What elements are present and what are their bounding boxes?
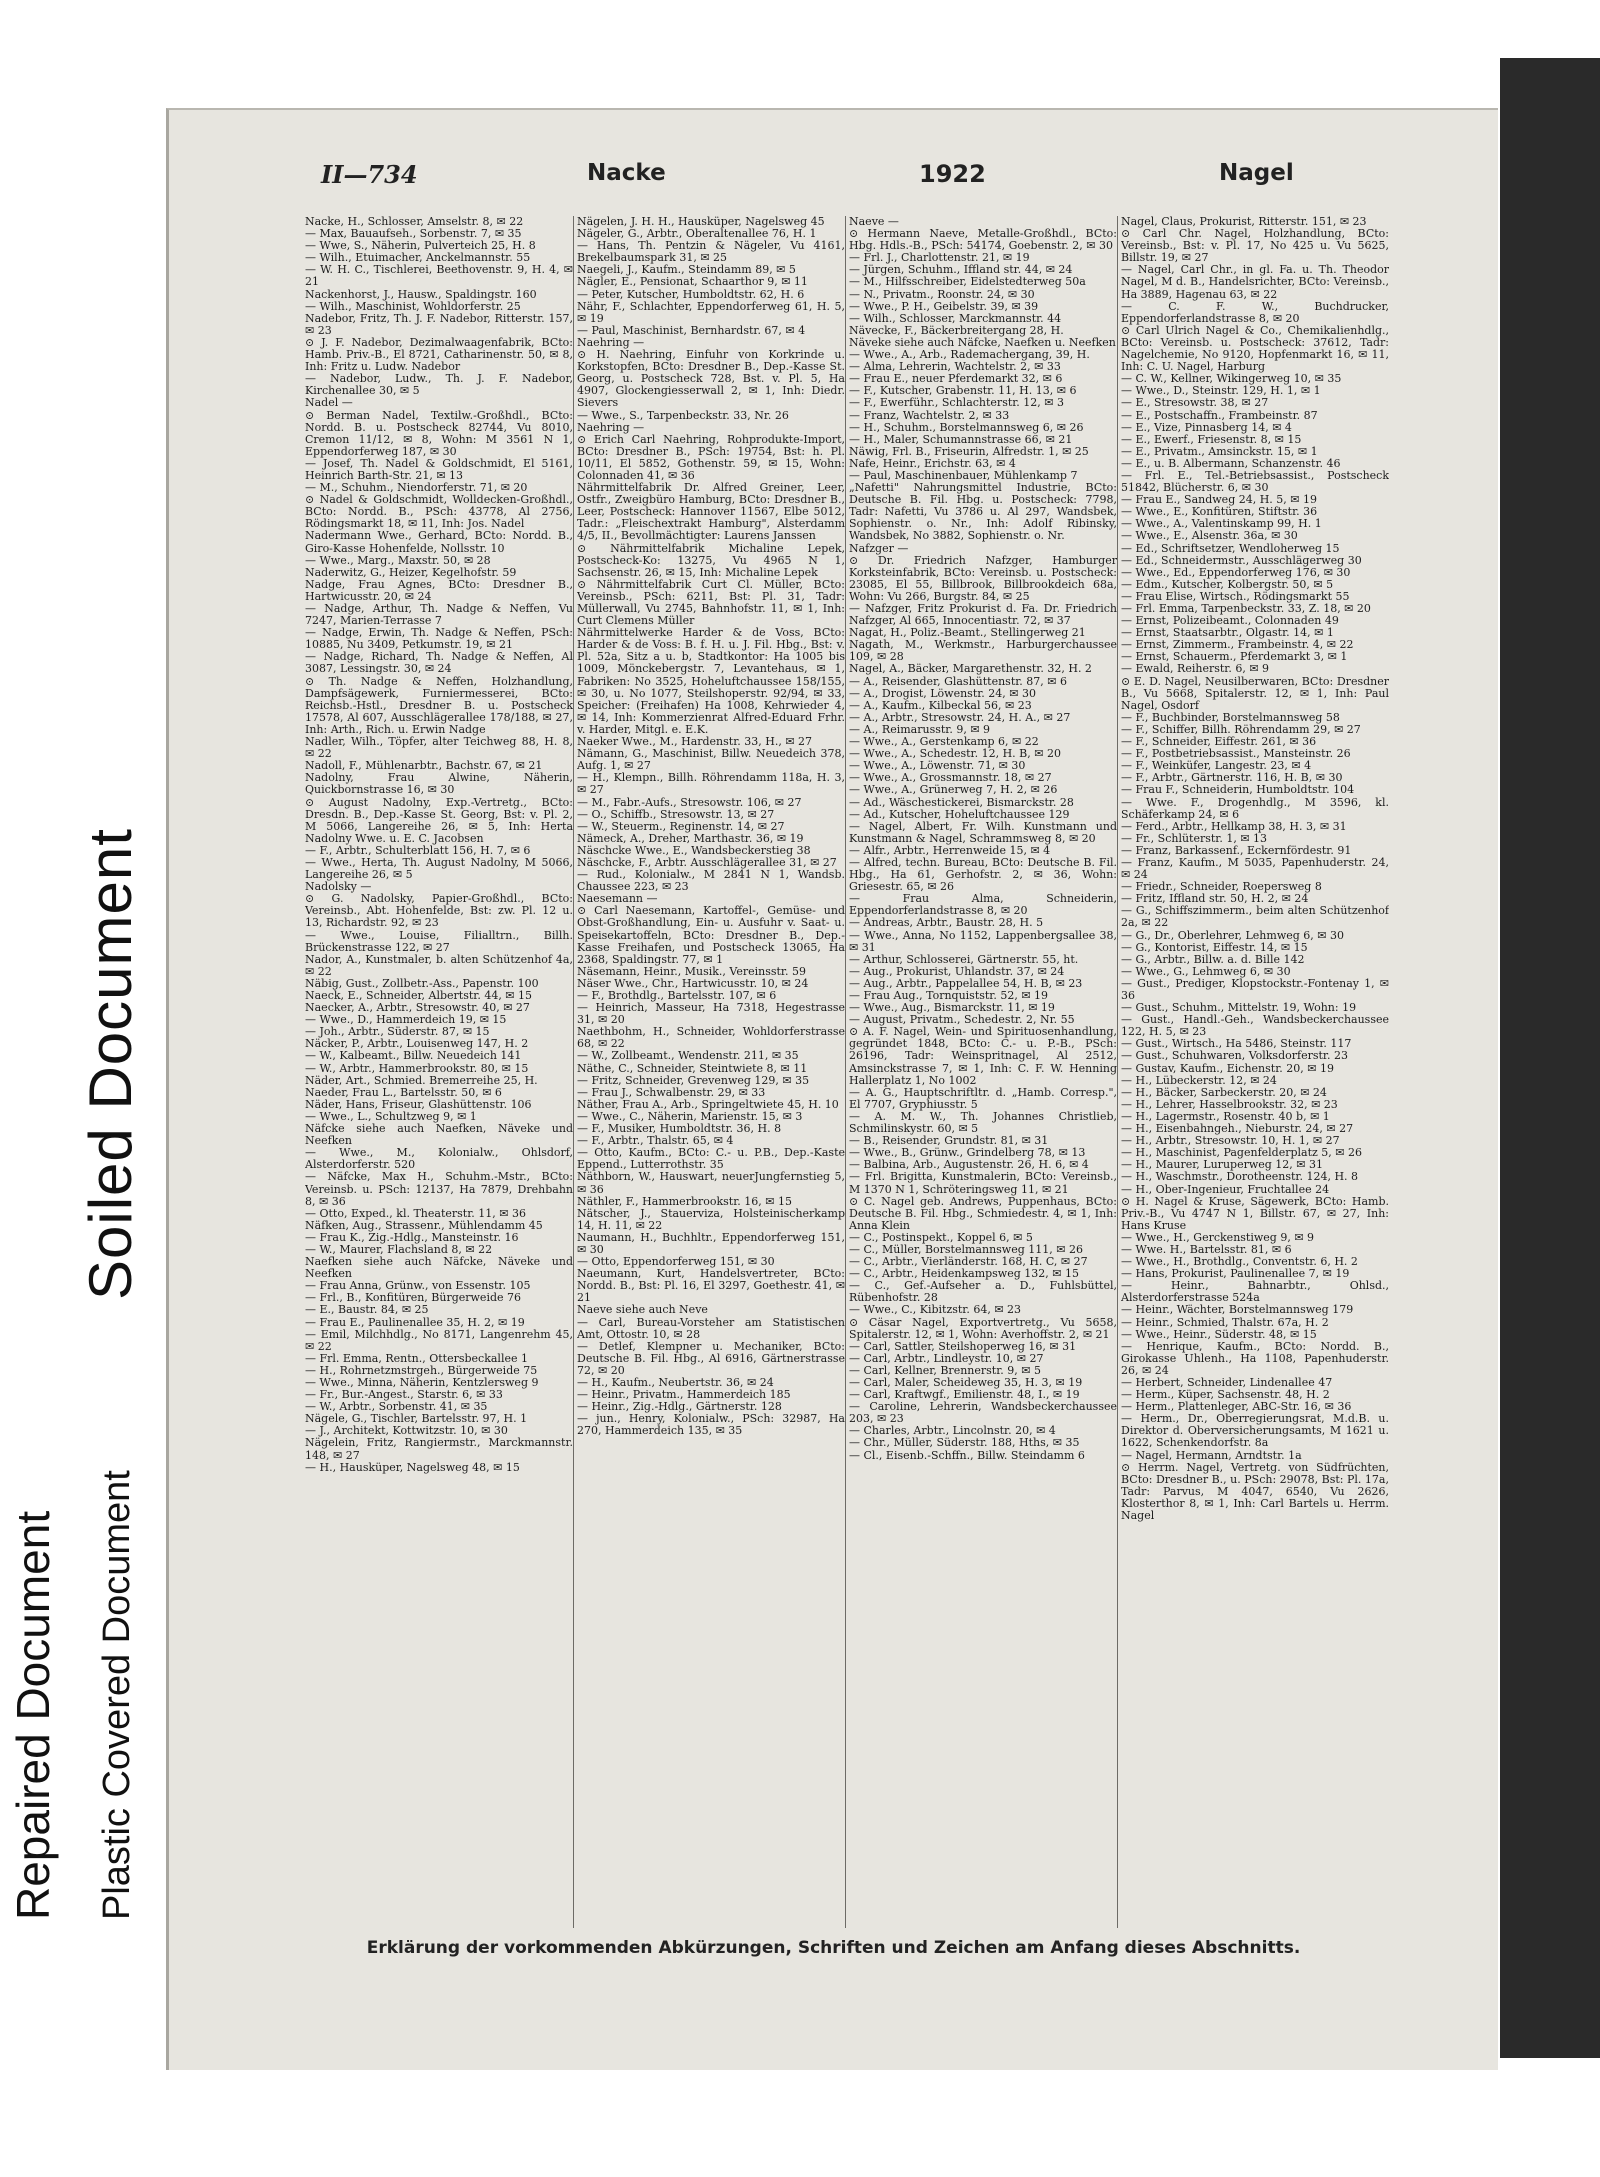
directory-entry: Nävecke, F., Bäckerbreitergang 28, H. (849, 323, 1064, 337)
directory-entry: — Peter, Kutscher, Humboldtstr. 62, H. 6 (577, 287, 805, 301)
directory-entry: — Friedr., Schneider, Roepersweg 8 (1121, 880, 1322, 894)
directory-entry: — H., Kaufm., Neubertstr. 36, ✉ 24 (577, 1376, 774, 1389)
directory-entry: Nadel — (305, 396, 353, 410)
directory-entry: Nadler, Wilh., Töpfer, alter Teichweg 88, H. 8, ✉ 22 (305, 735, 573, 761)
directory-entry: Nadolny, Frau Alwine, Näherin, Quickbornstrasse 16, ✉ 30 (305, 771, 573, 797)
directory-entry: — Wwe., A., Grossmannstr. 18, ✉ 27 (849, 771, 1052, 785)
directory-entry: — Chr., Müller, Süderstr. 188, Hths, ✉ 35 (849, 1436, 1080, 1450)
directory-entry: Näschcke Wwe., E., Wandsbeckerstieg 38 (577, 843, 811, 857)
column-3 (849, 216, 1117, 1928)
directory-entry: — Carl, Bureau-Vorsteher am Statistischen Amt, Ottostr. 10, ✉ 28 (577, 1315, 845, 1341)
directory-entry: — Frau J., Schwalbenstr. 29, ✉ 33 (577, 1085, 766, 1099)
directory-entry: — Fr., Schlüterstr. 1, ✉ 13 (1121, 831, 1268, 845)
directory-entry: ⊙ Nadel & Goldschmidt, Wolldecken-Großhdl., BCto: Nordd. B., PSch: 43778, Al 2756, Rödingsmarkt 18, ✉ 11, Inh: Jos. Nadel (305, 493, 573, 531)
directory-entry: Nadoll, F., Mühlenarbtr., Bachstr. 67, ✉ 21 (305, 759, 543, 773)
directory-entry: ⊙ Carl Ulrich Nagel & Co., Chemikalienhdlg., BCto: Vereinsb. u. Postscheck: 37612, Tadr: Nagelchemie, No 9120, Hopfenmarkt 16, ✉ 11, Inh: C. U. Nagel, Harburg (1121, 323, 1389, 374)
directory-entry: Näthler, F., Hammerbrookstr. 16, ✉ 15 (577, 1194, 792, 1208)
directory-entry: — M., Fabr.-Aufs., Stresowstr. 106, ✉ 27 (577, 795, 802, 809)
directory-entry: — F., Brothdlg., Bartelsstr. 107, ✉ 6 (577, 989, 777, 1002)
directory-entry: — Balbina, Arb., Augustenstr. 26, H. 6, ✉ 4 (849, 1158, 1089, 1172)
directory-entry: — Frl. Brigitta, Kunstmalerin, BCto: Vereinsb., M 1370 N 1, Schröteringsweg 11, ✉ 21 (849, 1170, 1117, 1196)
directory-entry: — F., Musiker, Humboldtstr. 36, H. 8 (577, 1122, 782, 1136)
directory-entry: — Wwe., C., Kibitzstr. 64, ✉ 23 (849, 1303, 1022, 1317)
directory-entry: — Wwe., H., Gerckenstiweg 9, ✉ 9 (1121, 1230, 1315, 1244)
directory-entry: Nadebor, Fritz, Th. J. F. Nadebor, Ritterstr. 157, ✉ 23 (305, 311, 573, 337)
directory-entry: — Wwe., P. H., Geibelstr. 39, ✉ 39 (849, 299, 1039, 313)
directory-entry: — Gust., Schuhm., Mittelstr. 19, Wohn: 19 (1121, 1001, 1357, 1015)
directory-entry: Nägele, G., Tischler, Bartelsstr. 97, H. 1 (305, 1412, 528, 1426)
directory-entry: — Wwe. F., Drogenhdlg., M 3596, kl. Schäferkamp 24, ✉ 6 (1121, 795, 1389, 821)
directory-entry: Nährmittelfabrik Dr. Alfred Greiner, Leer, Ostfr., Zweigbüro Hamburg, BCto: Dresdner B., Leer, Postscheck: Hannover 11567, Elbe 5012, Tadr.: „Fleischextrakt Hamburg", Alsterdamm 4/5, II., Bevollmächtigter: Laurens Janssen (577, 481, 845, 543)
directory-entry: — Heinr., Privatm., Hammerdeich 185 (577, 1388, 791, 1402)
directory-entry: — Carl, Maler, Scheideweg 35, H. 3, ✉ 19 (849, 1376, 1083, 1389)
directory-entry: — Otto, Exped., kl. Theaterstr. 11, ✉ 36 (305, 1206, 526, 1220)
directory-entry: — Wwe., D., Steinstr. 129, H. 1, ✉ 1 (1121, 384, 1321, 398)
page-number: II—734 (321, 160, 418, 189)
directory-page (166, 108, 1498, 2070)
directory-entry: — Herm., Plattenleger, ABC-Str. 16, ✉ 36 (1121, 1400, 1352, 1414)
directory-entry: — F., Arbtr., Thalstr. 65, ✉ 4 (577, 1134, 734, 1148)
directory-entry: — F., Schiffer, Billh. Röhrendamm 29, ✉ 27 (1121, 722, 1361, 736)
directory-entry: — Arthur, Schlosserei, Gärtnerstr. 55, ht. (849, 952, 1079, 966)
directory-entry: — Ewald, Reiherstr. 6, ✉ 9 (1121, 662, 1270, 676)
directory-entry: — Frau E., Paulinenallee 35, H. 2, ✉ 19 (305, 1315, 525, 1329)
directory-entry: Nafzger — (849, 541, 909, 555)
directory-entry: — C. F. W., Buchdrucker, Eppendorferlandstrasse 8, ✉ 20 (1121, 299, 1389, 325)
directory-entry: — H., Hausküper, Nagelsweg 48, ✉ 15 (305, 1460, 520, 1474)
directory-entry: — C., Postinspekt., Koppel 6, ✉ 5 (849, 1230, 1033, 1244)
directory-entry: — A., Reisender, Glashüttenstr. 87, ✉ 6 (849, 674, 1067, 688)
directory-entry: — Wwe., M., Kolonialw., Ohlsdorf, Alsterdorferstr. 520 (305, 1146, 573, 1172)
directory-entry: Naeumann, Kurt, Handelsvertreter, BCto: Nordd. B., Bst: Pl. 16, El 3297, Goethestr. 41, ✉ 21 (577, 1267, 845, 1305)
directory-entry: Nagel, A., Bäcker, Margarethenstr. 32, H. 2 (849, 662, 1092, 676)
directory-entry: — Nadge, Arthur, Th. Nadge & Neffen, Vu 7247, Marien-Terrasse 7 (305, 602, 573, 628)
directory-entry: — Alfred, techn. Bureau, BCto: Deutsche B. Fil. Hbg., Ha 61, Gerhofstr. 2, ✉ 36, Wohn: Griesestr. 65, ✉ 26 (849, 855, 1117, 894)
directory-entry: — Carl, Kraftwgf., Emilienstr. 48, I., ✉ 19 (849, 1388, 1080, 1402)
directory-entry: — Frau E., Sandweg 24, H. 5, ✉ 19 (1121, 493, 1318, 507)
directory-entry: — H., Klempn., Billh. Röhrendamm 118a, H. 3, ✉ 27 (577, 771, 845, 797)
directory-entry: Nacke, H., Schlosser, Amselstr. 8, ✉ 22 (305, 216, 524, 228)
directory-entry: — Fr., Bur.-Angest., Starstr. 6, ✉ 33 (305, 1388, 503, 1402)
directory-entry: — G., Schiffszimmerm., beim alten Schützenhof 2a, ✉ 22 (1121, 904, 1389, 930)
column-1 (305, 216, 573, 1928)
directory-entry: — Wwe., G., Lehmweg 6, ✉ 30 (1121, 964, 1291, 978)
directory-entry: — F., Arbtr., Gärtnerstr. 116, H. B, ✉ 30 (1121, 771, 1343, 785)
directory-entry: — Heinr., Wächter, Borstelmannsweg 179 (1121, 1303, 1354, 1317)
directory-entry: — C. W., Kellner, Wikingerweg 10, ✉ 35 (1121, 372, 1342, 386)
directory-entry: Näbig, Gust., Zollbetr.-Ass., Papenstr. 100 (305, 976, 539, 990)
directory-entry: Näthborn, W., Hauswart, neuerJungfernstieg 5, ✉ 36 (577, 1170, 845, 1196)
directory-entry: — F., Ewerführ., Schlachterstr. 12, ✉ 3 (849, 396, 1064, 410)
directory-entry: — A., Kaufm., Kilbeckal 56, ✉ 23 (849, 698, 1032, 712)
page-header (169, 110, 1498, 200)
directory-entry: Naeder, Frau L., Bartelsstr. 50, ✉ 6 (305, 1085, 502, 1099)
directory-entry: — W., Maurer, Flachsland 8, ✉ 22 (305, 1242, 493, 1256)
directory-entry: — W. H. C., Tischlerei, Beethovenstr. 9, H. 4, ✉ 21 (305, 263, 573, 289)
directory-entry: — Wwe., A., Schedestr. 12, H. B, ✉ 20 (849, 747, 1061, 761)
directory-entry: — Wwe., Ed., Eppendorferweg 176, ✉ 30 (1121, 565, 1351, 579)
directory-entry: — Heinrich, Masseur, Ha 7318, Hegestrasse 31, ✉ 20 (577, 1001, 845, 1027)
directory-entry: — Wwe., D., Hammerdeich 19, ✉ 15 (305, 1013, 507, 1027)
directory-entry: — N., Privatm., Roonstr. 24, ✉ 30 (849, 287, 1035, 301)
directory-entry: — Nagel, Hermann, Arndtstr. 1a (1121, 1448, 1302, 1462)
directory-columns (305, 216, 1389, 1928)
directory-entry: ⊙ E. D. Nagel, Neusilberwaren, BCto: Dresdner B., Vu 5668, Spitalerstr. 12, ✉ 1, Inh: Paul Nagel, Osdorf (1121, 674, 1389, 712)
directory-entry: — Andreas, Arbtr., Baustr. 28, H. 5 (849, 916, 1044, 930)
directory-entry: — H., Rohrnetzmstrgeh., Bürgerweide 75 (305, 1363, 538, 1377)
directory-entry: — Ad., Wäschestickerei, Bismarckstr. 28 (849, 795, 1074, 809)
directory-entry: Nährmittelwerke Harder & de Voss, BCto: Harder & de Voss: B. f. H. u. J. Fil. Hbg., Bst: v. Pl. 52a, Sitz a u. b, Stadtkontor: Ha 1005 bis 1009, Mönckebergstr. 7, Levantehaus, ✉ 1, Fabriken: No 3525, Hoheluftchaussee 158/155, ✉ 30, u. No 1077, Steilshoperstr. 92/94, ✉ 33, Speicher: (Freihafen) Ha 1008, Kehrwieder 4, ✉ 14, Inh: Kommerzienrat Alfred-Eduard Frhr. v. Harder, Mitgl. e. E.K. (577, 626, 845, 736)
directory-entry: — E., Stresowstr. 38, ✉ 27 (1121, 396, 1269, 410)
directory-entry: — H., Maler, Schumannstrasse 66, ✉ 21 (849, 432, 1073, 446)
directory-entry: — Frau F., Schneiderin, Humboldtstr. 104 (1121, 783, 1355, 797)
directory-entry: — Nagel, Albert, Fr. Wilh. Kunstmann und Kunstmann & Nagel, Schrammsweg 8, ✉ 20 (849, 819, 1117, 845)
directory-entry: Nähr, F., Schlachter, Eppendorferweg 61, H. 5, ✉ 19 (577, 299, 845, 325)
directory-entry: Nadermann Wwe., Gerhard, BCto: Nordd. B., Giro-Kasse Hohenfelde, Nollsstr. 10 (305, 529, 573, 555)
directory-entry: Naderwitz, G., Heizer, Kegelhofstr. 59 (305, 565, 517, 579)
directory-entry: ⊙ H. Naehring, Einfuhr von Korkrinde u. Korkstopfen, BCto: Dresdner B., Dep.-Kasse St. Georg, u. Postscheck 728, Bst. v. Pl. 5, Ha 4907, Glockengiesserwall 2, ✉ 1, Inh: Diedr. Sievers (577, 348, 845, 410)
directory-entry: ⊙ J. F. Nadebor, Dezimalwaagenfabrik, BCto: Hamb. Priv.-B., El 8721, Catharinenstr. 50, ✉ 8, Inh: Fritz u. Ludw. Nadebor (305, 335, 573, 374)
directory-entry: — Heinr., Schmied, Thalstr. 67a, H. 2 (1121, 1315, 1329, 1329)
directory-entry: — E., Postschaffn., Frambeinstr. 87 (1121, 408, 1318, 422)
column-2 (577, 216, 845, 1928)
directory-entry: — J., Architekt, Kottwitzstr. 10, ✉ 30 (305, 1424, 508, 1438)
directory-entry: — Fritz, Schneider, Grevenweg 129, ✉ 35 (577, 1073, 810, 1087)
directory-entry: Näfcke siehe auch Naefken, Näveke und Neefken (305, 1122, 573, 1148)
directory-entry: — H., Lübeckerstr. 12, ✉ 24 (1121, 1073, 1277, 1087)
directory-entry: Näthe, C., Schneider, Steintwiete 8, ✉ 11 (577, 1061, 808, 1075)
directory-entry: Naehring — (577, 335, 645, 349)
directory-entry: ⊙ Nährmittelfabrik Curt Cl. Müller, BCto: Vereinsb., PSch: 6211, Bst: Pl. 31, Tadr: Müllerwall, Vu 2745, Bahnhofstr. 11, ✉ 1, Inh: Curt Clemens Müller (577, 577, 845, 628)
directory-entry: — H., Ober-Ingenieur, Fruchtallee 24 (1121, 1182, 1330, 1196)
directory-entry: — H., Waschmstr., Dorotheenstr. 124, H. 8 (1121, 1170, 1359, 1184)
directory-entry: Naesemann — (577, 892, 658, 906)
directory-entry: ⊙ A. F. Nagel, Wein- und Spirituosenhandlung, gegründet 1848, BCto: C.- u. P.-B., PSch: 26196, Tadr: Weinspritnagel, Al 2512, Amsinckstrasse 7, ✉ 1, Inh: C. F. W. Henning Hallerplatz 1, No 1002 (849, 1025, 1117, 1087)
directory-entry: — Heinr., Bahnarbtr., Ohlsd., Alsterdorferstrasse 524a (1121, 1279, 1389, 1305)
directory-entry: — A. G., Hauptschriftltr. d. „Hamb. Corresp.", El 7707, Gryphiusstr. 5 (849, 1085, 1117, 1111)
directory-entry: ⊙ H. Nagel & Kruse, Sägewerk, BCto: Hamb. Priv.-B., Vu 4747 N 1, Billstr. 67, ✉ 27, Inh: Hans Kruse (1121, 1194, 1389, 1232)
directory-entry: — Herbert, Schneider, Lindenallee 47 (1121, 1376, 1333, 1389)
directory-entry: Näsemann, Heinr., Musik., Vereinsstr. 59 (577, 964, 806, 978)
directory-entry: — Max, Bauaufseh., Sorbenstr. 7, ✉ 35 (305, 227, 522, 241)
directory-entry: — Frl., B., Konfitüren, Bürgerweide 76 (305, 1291, 522, 1305)
directory-entry: — H., Maurer, Luruperweg 12, ✉ 31 (1121, 1158, 1324, 1172)
directory-entry: ⊙ Hermann Naeve, Metalle-Großhdl., BCto: Hbg. Hdls.-B., PSch: 54174, Goebenstr. 2, ✉ 30 (849, 227, 1117, 253)
directory-entry: — O., Schiffb., Stresowstr. 13, ✉ 27 (577, 807, 775, 821)
directory-entry: ⊙ Herrm. Nagel, Vertretg. von Südfrüchten, BCto: Dresdner B., u. PSch: 29078, Bst: Pl. 17a, Tadr: Parvus, M 4047, 6540, Vu 2626, Klosterthor 8, ✉ 1, Inh: Carl Bartels u. Herrm. Nagel (1121, 1460, 1389, 1523)
directory-entry: Näschcke, F., Arbtr. Ausschlägerallee 31, ✉ 27 (577, 855, 837, 869)
directory-entry: — M., Schuhm., Niendorferstr. 71, ✉ 20 (305, 481, 528, 495)
directory-entry: Nägelen, J. H. H., Hausküper, Nagelsweg 45 (577, 216, 825, 228)
directory-entry: — F., Buchbinder, Borstelmannsweg 58 (1121, 710, 1340, 724)
directory-entry: — Wwe., A., Arb., Rademachergang, 39, H. (849, 348, 1090, 362)
directory-entry: ⊙ Erich Carl Naehring, Rohprodukte-Import, BCto: Dresdner B., PSch: 19754, Bst: h. Pl. 10/11, El 5852, Gothenstr. 59, ✉ 15, Wohn: Colonnaden 41, ✉ 36 (577, 432, 845, 482)
directory-entry: — G., Dr., Oberlehrer, Lehmweg 6, ✉ 30 (1121, 928, 1344, 942)
column-4 (1121, 216, 1389, 1928)
directory-entry: — Fritz, Iffland str. 50, H. 2, ✉ 24 (1121, 892, 1309, 906)
directory-entry: Nägelein, Fritz, Rangiermstr., Marckmannstr. 148, ✉ 27 (305, 1436, 573, 1462)
directory-entry: ⊙ Nährmittelfabrik Michaline Lepek, Postscheck-Ko: 13275, Vu 4965 N 1, Sachsenstr. 26, ✉ 15, Inh: Michaline Lepek (577, 541, 845, 579)
directory-entry: — H., Maschinist, Pagenfelderplatz 5, ✉ 26 (1121, 1146, 1363, 1160)
directory-entry: — H., Bäcker, Sarbeckerstr. 20, ✉ 24 (1121, 1085, 1327, 1099)
directory-entry: — A., Arbtr., Stresowstr. 24, H. A., ✉ 27 (849, 710, 1071, 724)
directory-entry: — August, Privatm., Schedestr. 2, Nr. 55 (849, 1013, 1075, 1027)
directory-entry: Nadge, Frau Agnes, BCto: Dresdner B., Hartwicusstr. 20, ✉ 24 (305, 577, 573, 603)
directory-entry: — Edm., Kutscher, Kolbergstr. 50, ✉ 5 (1121, 577, 1334, 591)
directory-entry: — Herm., Dr., Oberregierungsrat, M.d.B. u. Direktor d. Oberversicherungsamts, M 1621 u. 1622, Schenkendorfstr. 8a (1121, 1412, 1389, 1450)
directory-entry: — Ernst, Schauerm., Pferdemarkt 3, ✉ 1 (1121, 650, 1348, 664)
directory-entry: — Gust., Schuhwaren, Volksdorferstr. 23 (1121, 1049, 1348, 1063)
directory-entry: Nagel, Claus, Prokurist, Ritterstr. 151, ✉ 23 (1121, 216, 1367, 228)
directory-entry: — Ferd., Arbtr., Hellkamp 38, H. 3, ✉ 31 (1121, 819, 1347, 833)
directory-entry: — Frau E., neuer Pferdemarkt 32, ✉ 6 (849, 372, 1063, 386)
directory-entry: — Frl. Emma, Tarpenbeckstr. 33, Z. 18, ✉ 20 (1121, 602, 1371, 615)
directory-entry: — W., Steuerm., Reginenstr. 14, ✉ 27 (577, 819, 785, 833)
directory-entry: — Ad., Kutscher, Hoheluftchaussee 129 (849, 807, 1070, 821)
year: 1922 (919, 160, 986, 188)
directory-entry: — Wwe., A., Valentinskamp 99, H. 1 (1121, 517, 1322, 531)
directory-entry: — C., Arbtr., Heidenkampsweg 132, ✉ 15 (849, 1267, 1079, 1281)
directory-entry: Naeck, E., Schneider, Albertstr. 44, ✉ 15 (305, 989, 533, 1002)
directory-entry: — jun., Henry, Kolonialw., PSch: 32987, Ha 270, Hammerdeich 135, ✉ 35 (577, 1412, 845, 1438)
directory-entry: — Gustav, Kaufm., Eichenstr. 20, ✉ 19 (1121, 1061, 1334, 1075)
directory-entry: Naehring — (577, 420, 645, 434)
directory-entry: Näwig, Frl. B., Friseurin, Alfredstr. 1, ✉ 25 (849, 444, 1089, 458)
plastic-covered-label: Plastic Covered Document (96, 1470, 138, 1920)
directory-entry: Näveke siehe auch Näfcke, Naefken u. Neefken (849, 335, 1116, 349)
directory-entry: — Wilh., Etuimacher, Anckelmannstr. 55 (305, 251, 531, 265)
directory-entry: — C., Arbtr., Vierländerstr. 168, H. C, ✉ 27 (849, 1255, 1088, 1269)
directory-entry: — F., Weinküfer, Langestr. 23, ✉ 4 (1121, 759, 1312, 773)
directory-entry: — C., Müller, Borstelmannsweg 111, ✉ 26 (849, 1242, 1083, 1256)
directory-entry: Näcker, P., Arbtr., Louisenweg 147, H. 2 (305, 1037, 529, 1051)
directory-entry: — Wwe., Heinr., Süderstr. 48, ✉ 15 (1121, 1327, 1317, 1341)
directory-entry: — Frl. Emma, Rentn., Ottersbeckallee 1 (305, 1351, 528, 1365)
directory-entry: — G., Kontorist, Eiffestr. 14, ✉ 15 (1121, 940, 1308, 954)
directory-entry: Nämann, G., Maschinist, Billw. Neuedeich 378, Aufg. 1, ✉ 27 (577, 747, 845, 773)
directory-entry: ⊙ Dr. Friedrich Nafzger, Hamburger Korksteinfabrik, BCto: Vereinsb. u. Postscheck: 23085, El 55, Billbrook, Billbrookdeich 68a, Wohn: Vu 266, Burgstr. 84, ✉ 25 (849, 553, 1117, 603)
directory-entry: — Wwe., Aug., Bismarckstr. 11, ✉ 19 (849, 1001, 1055, 1015)
directory-entry: — Josef, Th. Nadel & Goldschmidt, El 5161, Heinrich Barth-Str. 21, ✉ 13 (305, 456, 573, 482)
directory-entry: — Wilh., Schlosser, Marckmannstr. 44 (849, 311, 1062, 325)
directory-entry: — E., Privatm., Amsinckstr. 15, ✉ 1 (1121, 444, 1318, 458)
column-divider (1117, 216, 1118, 1928)
scan-background-strip (1500, 58, 1600, 2058)
directory-entry: — Wwe., Minna, Näherin, Kentzlersweg 9 (305, 1376, 539, 1389)
directory-entry: Naethbohm, H., Schneider, Wohldorferstrasse 68, ✉ 22 (577, 1025, 845, 1051)
directory-entry: Nägeler, G., Arbtr., Oberaltenallee 76, H. 1 (577, 227, 817, 241)
directory-entry: ⊙ Cäsar Nagel, Exportvertretg., Vu 5658, Spitalerstr. 12, ✉ 1, Wohn: Averhoffstr. 2, ✉ 21 (849, 1315, 1117, 1341)
directory-entry: — Wwe., B., Grünw., Grindelberg 78, ✉ 13 (849, 1146, 1086, 1160)
directory-entry: — H., Arbtr., Stresowstr. 10, H. 1, ✉ 27 (1121, 1134, 1340, 1148)
directory-entry: — Nafzger, Fritz Prokurist d. Fa. Dr. Friedrich Nafzger, Al 665, Innocentiastr. 72, ✉ 37 (849, 602, 1117, 628)
directory-entry: — Herm., Küper, Sachsenstr. 48, H. 2 (1121, 1388, 1330, 1402)
directory-entry: — E., u. B. Albermann, Schanzenstr. 46 (1121, 456, 1341, 470)
directory-entry: — Wwe. H., Bartelsstr. 81, ✉ 6 (1121, 1242, 1292, 1256)
directory-entry: — Wwe., C., Näherin, Marienstr. 15, ✉ 3 (577, 1109, 803, 1123)
directory-entry: — A., Drogist, Löwenstr. 24, ✉ 30 (849, 686, 1036, 700)
directory-entry: — H., Schuhm., Borstelmannsweg 6, ✉ 26 (849, 420, 1084, 434)
directory-entry: — Cl., Eisenb.-Schffn., Billw. Steindamm 6 (849, 1448, 1085, 1462)
directory-entry: — Wwe., Louise, Filialltrn., Billh. Brückenstrasse 122, ✉ 27 (305, 928, 573, 954)
directory-entry: — W., Arbtr., Hammerbrookstr. 80, ✉ 15 (305, 1061, 529, 1075)
directory-entry: — Charles, Arbtr., Lincolnstr. 20, ✉ 4 (849, 1424, 1056, 1438)
soiled-document-label: Soiled Document (77, 828, 144, 1300)
directory-entry: — H., Eisenbahngeh., Nieburstr. 24, ✉ 27 (1121, 1122, 1354, 1136)
directory-entry: — Hans, Th. Pentzin & Nägeler, Vu 4161, Brekelbaumspark 31, ✉ 25 (577, 239, 845, 265)
directory-entry: Nägler, E., Pensionat, Schaarthor 9, ✉ 11 (577, 275, 808, 289)
directory-entry: — F., Schneider, Eiffestr. 261, ✉ 36 (1121, 735, 1317, 749)
directory-entry: — F., Postbetriebsassist., Mansteinstr. 26 (1121, 747, 1351, 761)
directory-entry: Nämeck, A., Dreher, Marthastr. 36, ✉ 19 (577, 831, 804, 845)
directory-entry: Näfken, Aug., Strassenr., Mühlendamm 45 (305, 1218, 543, 1232)
directory-entry: — A. M. W., Th. Johannes Christlieb, Schmilinskystr. 60, ✉ 5 (849, 1109, 1117, 1136)
directory-entry: Nador, A., Kunstmaler, b. alten Schützenhof 4a, ✉ 22 (305, 952, 573, 978)
directory-entry: Naeker Wwe., M., Hardenstr. 33, H., ✉ 27 (577, 735, 813, 749)
directory-entry: — E., Vize, Pinnasberg 14, ✉ 4 (1121, 420, 1292, 434)
directory-entry: — Näfcke, Max H., Schuhm.-Mstr., BCto: Vereinsb. u. PSch: 12137, Ha 7879, Drehbahn 8, ✉ 36 (305, 1170, 573, 1208)
directory-entry: — Ernst, Polizeibeamt., Colonnaden 49 (1121, 614, 1339, 628)
directory-entry: Nagat, H., Poliz.-Beamt., Stellingerweg 21 (849, 626, 1086, 640)
directory-entry: ⊙ Carl Chr. Nagel, Holzhandlung, BCto: Vereinsb., Bst: v. Pl. 17, No 425 u. Vu 5625, Billstr. 19, ✉ 27 (1121, 227, 1389, 265)
directory-entry: — Frl. E., Tel.-Betriebsassist., Postscheck 51842, Blücherstr. 6, ✉ 30 (1121, 468, 1389, 495)
directory-entry: — W., Zollbeamt., Wendenstr. 211, ✉ 35 (577, 1049, 799, 1063)
directory-entry: ⊙ August Nadolny, Exp.-Vertretg., BCto: Dresdn. B., Dep.-Kasse St. Georg, Bst: v. Pl. 2, M 5066, Langereihe 26, ✉ 5, Inh: Herta Nadolny Wwe. u. E. C. Jacobsen (305, 795, 573, 845)
directory-entry: — Frau Alma, Schneiderin, Eppendorferlandstrasse 8, ✉ 20 (849, 892, 1117, 918)
directory-entry: — Wwe., Herta, Th. August Nadolny, M 5066, Langereihe 26, ✉ 5 (305, 855, 573, 882)
directory-entry: — M., Hilfsschreiber, Eidelstedterweg 50a (849, 275, 1086, 289)
directory-entry: — Henrique, Kaufm., BCto: Nordd. B., Girokasse Uhlenh., Ha 1108, Papenhuderstr. 26, ✉ 24 (1121, 1339, 1389, 1377)
directory-entry: — Wwe., A., Gerstenkamp 6, ✉ 22 (849, 735, 1039, 749)
directory-entry: — H., Lagermstr., Rosenstr. 40 b, ✉ 1 (1121, 1109, 1330, 1123)
directory-entry: — Joh., Arbtr., Süderstr. 87, ✉ 15 (305, 1025, 490, 1039)
directory-entry: ⊙ Berman Nadel, Textilw.-Großhdl., BCto: Nordd. B. u. Postscheck 82744, Vu 8010, Cremon 11/12, ✉ 8, Wohn: M 3561 N 1, Eppendorferweg 187, ✉ 30 (305, 408, 573, 458)
first-keyword: Nacke (587, 160, 666, 186)
directory-entry: — Wwe, S., Näherin, Pulverteich 25, H. 8 (305, 239, 536, 253)
directory-entry: — Wwe., S., Tarpenbeckstr. 33, Nr. 26 (577, 408, 789, 422)
directory-entry: ⊙ G. Nadolsky, Papier-Großhdl., BCto: Vereinsb., Abt. Hohenfelde, Bst: zw. Pl. 12 u. 13, Richardstr. 92, ✉ 23 (305, 892, 573, 930)
directory-entry: — Wwe., E., Alsenstr. 36a, ✉ 30 (1121, 529, 1298, 543)
directory-entry: ⊙ Carl Naesemann, Kartoffel-, Gemüse- und Obst-Großhandlung, Ein- u. Ausfuhr v. Saat- u. Speisekartoffeln, BCto: Dresdner B., Dep.-Kasse Freihafen, und Postscheck 13065, Ha 2368, Spaldingstr. 77, ✉ 1 (577, 904, 845, 966)
directory-entry: — Wwe., H., Brothdlg., Conventstr. 6, H. 2 (1121, 1255, 1358, 1269)
directory-entry: Nackenhorst, J., Hausw., Spaldingstr. 160 (305, 287, 537, 301)
directory-entry: — Wwe., A., Löwenstr. 71, ✉ 30 (849, 759, 1026, 773)
directory-entry: — Ed., Schneidermstr., Ausschlägerweg 30 (1121, 553, 1362, 567)
directory-entry: — Paul, Maschinenbauer, Mühlenkamp 7 (849, 468, 1078, 482)
directory-entry: Näder, Hans, Friseur, Glashüttenstr. 106 (305, 1097, 532, 1111)
directory-entry: — Frau Elise, Wirtsch., Rödingsmarkt 55 (1121, 589, 1350, 603)
directory-entry: Näder, Art., Schmied. Bremerreihe 25, H. (305, 1073, 538, 1087)
directory-entry: — Heinr., Zig.-Hdlg., Gärtnerstr. 128 (577, 1400, 782, 1414)
directory-entry: Nafe, Heinr., Erichstr. 63, ✉ 4 (849, 456, 1016, 470)
directory-entry: — F., Kutscher, Grabenstr. 11, H. 13, ✉ 6 (849, 384, 1077, 398)
directory-entry: — Frau Aug., Tornquiststr. 52, ✉ 19 (849, 989, 1049, 1002)
abbreviation-note: Erklärung der vorkommenden Abkürzungen, Schriften und Zeichen am Anfang dieses Abschnitts. (366, 1938, 1301, 1958)
directory-entry: — Franz, Barkassenf., Eckernfördestr. 91 (1121, 843, 1352, 857)
directory-entry: — H., Lehrer, Hasselbrookstr. 32, ✉ 23 (1121, 1097, 1338, 1111)
directory-entry: Naecker, A., Arbtr., Stresowstr. 40, ✉ 27 (305, 1001, 530, 1015)
directory-entry: — Gust., Prediger, Klopstockstr.-Fontenay 1, ✉ 36 (1121, 976, 1389, 1002)
directory-entry: — Nadge, Richard, Th. Nadge & Neffen, Al 3087, Lessingstr. 30, ✉ 24 (305, 650, 573, 676)
directory-entry: „Nafetti" Nahrungsmittel Industrie, BCto: Deutsche B. Fil. Hbg. u. Postscheck: 7798, Tadr: Nafetti, Vu 3786 u. Al 297, Wandsbek, Sophienstr. o. Nr., Inh: Adolf Ribinsky, Wandsbek, No 3882, Sophienstr. o. Nr. (849, 481, 1117, 543)
directory-entry: Näther, Frau A., Arb., Springeltwiete 45, H. 10 (577, 1097, 839, 1111)
directory-entry: — Wwe., E., Konfitüren, Stiftstr. 36 (1121, 505, 1318, 519)
directory-entry: — Ernst, Staatsarbtr., Olgastr. 14, ✉ 1 (1121, 626, 1334, 640)
directory-entry: — Wilh., Maschinist, Wohldorferstr. 25 (305, 299, 521, 313)
directory-entry: — F., Arbtr., Schulterblatt 156, H. 7, ✉ 6 (305, 843, 531, 857)
directory-entry: — W., Arbtr., Sorbenstr. 41, ✉ 35 (305, 1400, 488, 1414)
directory-entry: — E., Ewerf., Friesenstr. 8, ✉ 15 (1121, 432, 1302, 446)
directory-entry: — Franz, Wachtelstr. 2, ✉ 33 (849, 408, 1010, 422)
directory-entry: Naeve — (849, 216, 899, 228)
directory-entry: — Wwe., Marg., Maxstr. 50, ✉ 28 (305, 553, 491, 567)
directory-entry: Naumann, H., Buchhltr., Eppendorferweg 151, ✉ 30 (577, 1230, 845, 1256)
directory-entry: ⊙ C. Nagel geb. Andrews, Puppenhaus, BCto: Deutsche B. Fil. Hbg., Schmiedestr. 4, ✉ 1, Inh: Anna Klein (849, 1194, 1117, 1232)
repaired-document-label: Repaired Document (7, 1510, 59, 1920)
directory-entry: — Emil, Milchhdlg., No 8171, Langenrehm 45, ✉ 22 (305, 1327, 573, 1353)
directory-entry: — Hans, Prokurist, Paulinenallee 7, ✉ 19 (1121, 1267, 1350, 1281)
directory-entry: Nadolsky — (305, 880, 372, 894)
directory-entry: — Gust., Handl.-Geh., Wandsbeckerchaussee 122, H. 5, ✉ 23 (1121, 1013, 1389, 1039)
last-keyword: Nagel (1219, 160, 1294, 186)
directory-entry: Naegeli, J., Kaufm., Steindamm 89, ✉ 5 (577, 263, 796, 277)
directory-entry: Näser Wwe., Chr., Hartwicusstr. 10, ✉ 24 (577, 976, 809, 990)
directory-entry: Naeve siehe auch Neve (577, 1303, 708, 1317)
directory-entry: Nagath, M., Werkmstr., Harburgerchaussee 109, ✉ 28 (849, 638, 1117, 664)
directory-entry: — C., Gef.-Aufseher a. D., Fuhlsbüttel, Rübenhofstr. 28 (849, 1279, 1117, 1305)
directory-entry: — Caroline, Lehrerin, Wandsbeckerchaussee 203, ✉ 23 (849, 1400, 1117, 1426)
directory-entry: — W., Kalbeamt., Billw. Neuedeich 141 (305, 1049, 522, 1063)
directory-entry: — Carl, Arbtr., Lindleystr. 10, ✉ 27 (849, 1351, 1044, 1365)
directory-entry: ⊙ Th. Nadge & Neffen, Holzhandlung, Dampfsägewerk, Furniermesserei, BCto: Reichsb.-Hstl., Dresdner B. u. Postscheck 17578, Al 607, Ausschlägerallee 178/188, ✉ 27, Inh: Arth., Rich. u. Erwin Nadge (305, 674, 573, 736)
column-divider (573, 216, 574, 1928)
directory-entry: — Rud., Kolonialw., M 2841 N 1, Wandsb. Chaussee 223, ✉ 23 (577, 868, 845, 894)
directory-entry: — A., Reimarusstr. 9, ✉ 9 (849, 722, 991, 736)
directory-entry: — Otto, Eppendorferweg 151, ✉ 30 (577, 1255, 775, 1269)
directory-entry: — Ernst, Zimmerm., Frambeinstr. 4, ✉ 22 (1121, 638, 1354, 652)
directory-entry: — Frau Anna, Grünw., von Essenstr. 105 (305, 1279, 531, 1293)
directory-entry: — Nadebor, Ludw., Th. J. F. Nadebor, Kirchenallee 30, ✉ 5 (305, 372, 573, 398)
directory-entry: — Otto, Kaufm., BCto: C.- u. P.B., Dep.-Kaste Eppend., Lutterrothstr. 35 (577, 1146, 845, 1172)
directory-entry: — Nagel, Carl Chr., in gl. Fa. u. Th. Theodor Nagel, M d. B., Handelsrichter, BCto: Vereinsb., Ha 3889, Hagenau 63, ✉ 22 (1121, 263, 1389, 301)
directory-entry: — Wwe., Anna, No 1152, Lappenbergsallee 38, ✉ 31 (849, 928, 1117, 954)
directory-entry: — E., Baustr. 84, ✉ 25 (305, 1303, 429, 1317)
directory-entry: Nätscher, J., Stauerviza, Holsteinischerkamp 14, H. 11, ✉ 22 (577, 1206, 845, 1232)
directory-entry: — Aug., Prokurist, Uhlandstr. 37, ✉ 24 (849, 964, 1065, 978)
directory-entry: — Alfr., Arbtr., Herrenweide 15, ✉ 4 (849, 843, 1051, 857)
directory-entry: — Carl, Sattler, Steilshoperweg 16, ✉ 31 (849, 1339, 1077, 1353)
directory-entry: — Ed., Schriftsetzer, Wendloherweg 15 (1121, 541, 1340, 555)
directory-entry: — Paul, Maschinist, Bernhardstr. 67, ✉ 4 (577, 323, 806, 337)
directory-entry: — Wwe., A., Grünerweg 7, H. 2, ✉ 26 (849, 783, 1058, 797)
directory-entry: — Frl. J., Charlottenstr. 21, ✉ 19 (849, 251, 1030, 265)
directory-entry: — Nadge, Erwin, Th. Nadge & Neffen, PSch: 10885, Nu 3409, Petkumstr. 19, ✉ 21 (305, 626, 573, 652)
directory-entry: — B., Reisender, Grundstr. 81, ✉ 31 (849, 1134, 1049, 1148)
directory-entry: — Alma, Lehrerin, Wachtelstr. 2, ✉ 33 (849, 360, 1061, 374)
directory-entry: — Jürgen, Schuhm., Iffland str. 44, ✉ 24 (849, 263, 1073, 277)
directory-entry: — Carl, Kellner, Brennerstr. 9, ✉ 5 (849, 1363, 1041, 1377)
directory-entry: — Detlef, Klempner u. Mechaniker, BCto: Deutsche B. Fil. Hbg., Al 6916, Gärtnerstrasse 72, ✉ 20 (577, 1339, 845, 1377)
directory-entry: — G., Arbtr., Billw. a. d. Bille 142 (1121, 952, 1305, 966)
directory-entry: — Gust., Wirtsch., Ha 5486, Steinstr. 117 (1121, 1037, 1352, 1051)
directory-entry: — Frau K., Zig.-Hdlg., Mansteinstr. 16 (305, 1230, 519, 1244)
directory-entry: — Wwe., L., Schultzweg 9, ✉ 1 (305, 1109, 477, 1123)
directory-entry: — Aug., Arbtr., Pappelallee 54, H. B, ✉ 23 (849, 976, 1083, 990)
directory-entry: Naefken siehe auch Näfcke, Näveke und Neefken (305, 1255, 573, 1281)
directory-entry: — Franz, Kaufm., M 5035, Papenhuderstr. 24, ✉ 24 (1121, 855, 1389, 882)
column-divider (845, 216, 846, 1928)
